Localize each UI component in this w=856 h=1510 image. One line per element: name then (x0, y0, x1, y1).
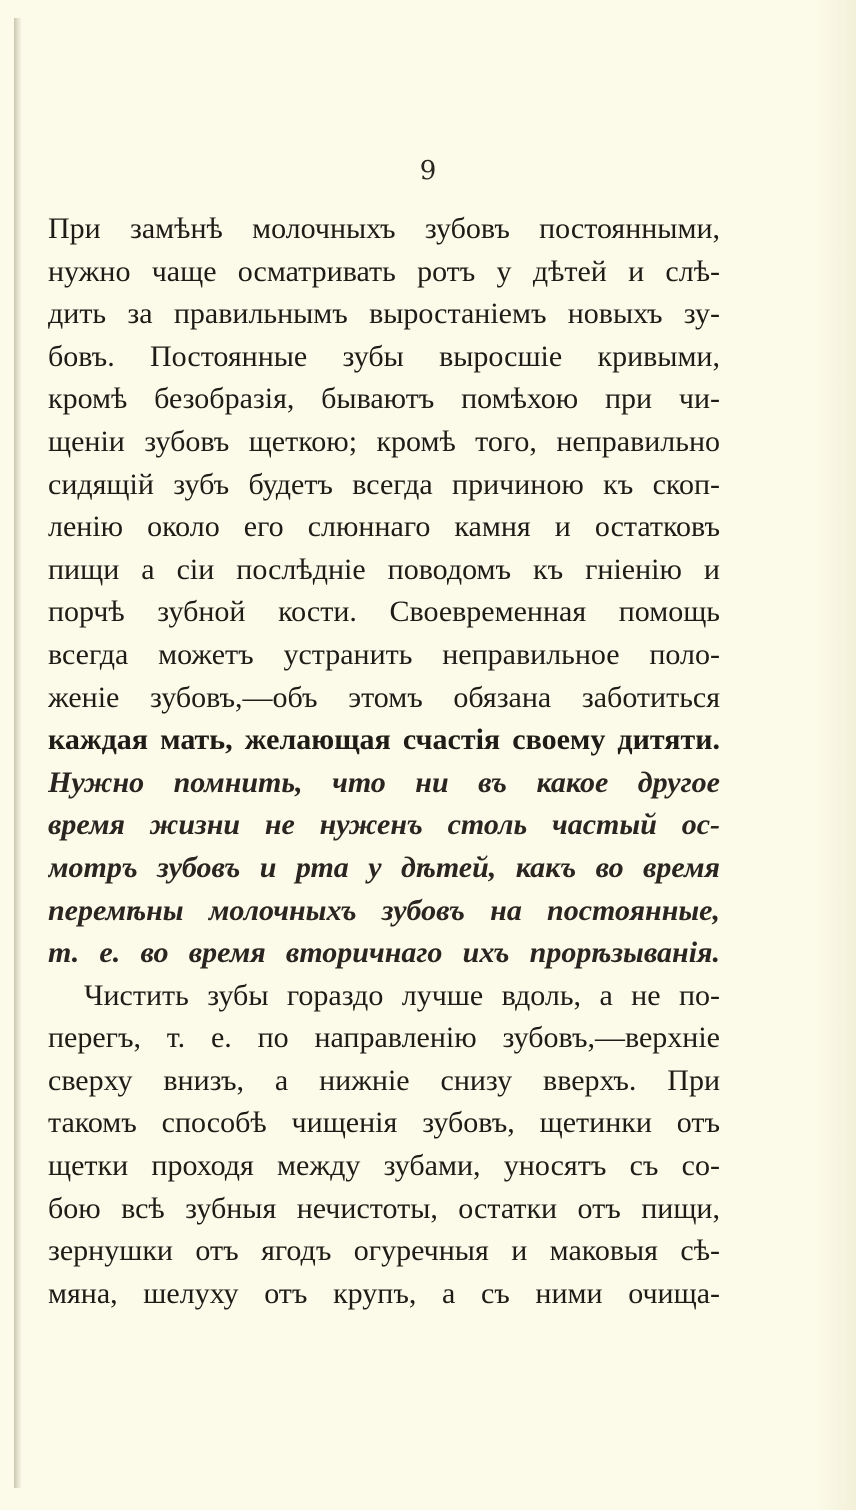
text-line: зернушки отъ ягодъ огуречныя и маковыя сѣ- (48, 1234, 720, 1268)
text-line: женіе зубовъ,—объ этомъ обязана заботиться (48, 680, 720, 714)
body-text (48, 208, 720, 1315)
text-line: сверху внизъ, а нижніе снизу вверхъ. При (48, 1063, 720, 1097)
page-binding-edge (14, 18, 22, 1488)
text-line: всегда можетъ устранить неправильное поло- (48, 637, 720, 671)
text-line: нужно чаще осматривать ротъ у дѣтей и слѣ- (48, 254, 720, 288)
page-number: 9 (419, 156, 437, 186)
italic-text-line: Нужно помнить, что ни въ какое другое (48, 765, 720, 799)
text-line: щеніи зубовъ щеткою; кромѣ того, неправильно (48, 424, 720, 458)
text-line: сидящій зубъ будетъ всегда причиною къ скоп- (48, 467, 720, 501)
text-line: такомъ способѣ чищенія зубовъ, щетинки отъ (48, 1106, 720, 1140)
text-line: бою всѣ зубныя нечистоты, остатки отъ пищи, (48, 1191, 720, 1225)
text-line: При замѣнѣ молочныхъ зубовъ постоянными, (48, 212, 720, 245)
text-line: кромѣ безобразія, бываютъ помѣхою при чи- (48, 382, 720, 416)
text-line: каждая мать, желающая счастія своему дитяти. (48, 723, 720, 757)
text-line: Чистить зубы гораздо лучше вдоль, а не по- (84, 978, 720, 1012)
text-line: щетки проходя между зубами, уносятъ съ со- (48, 1149, 720, 1183)
italic-text-line: мотръ зубовъ и рта у дѣтей, какъ во время (48, 850, 720, 884)
page-shadow (816, 0, 856, 1510)
text-line: дить за правильнымъ выростаніемъ новыхъ зу- (48, 297, 720, 331)
italic-text-line: перемѣны молочныхъ зубовъ на постоянные, (48, 893, 720, 927)
italic-text-line: т. е. во время вторичнаго ихъ прорѣзыванія. (48, 936, 720, 970)
text-line: порчѣ зубной кости. Своевременная помощь (48, 595, 720, 629)
text-line: мяна, шелуху отъ крупъ, а съ ними очища- (48, 1276, 720, 1310)
text-line: пищи а сіи послѣдніе поводомъ къ гніенію и (48, 552, 720, 586)
italic-text-line: время жизни не нуженъ столь частый ос- (48, 808, 720, 842)
text-line: перегъ, т. е. по направленію зубовъ,—верхніе (48, 1021, 720, 1055)
text-line: ленію около его слюннаго камня и остатковъ (48, 510, 720, 544)
text-line: бовъ. Постоянные зубы выросшіе кривыми, (48, 339, 720, 373)
